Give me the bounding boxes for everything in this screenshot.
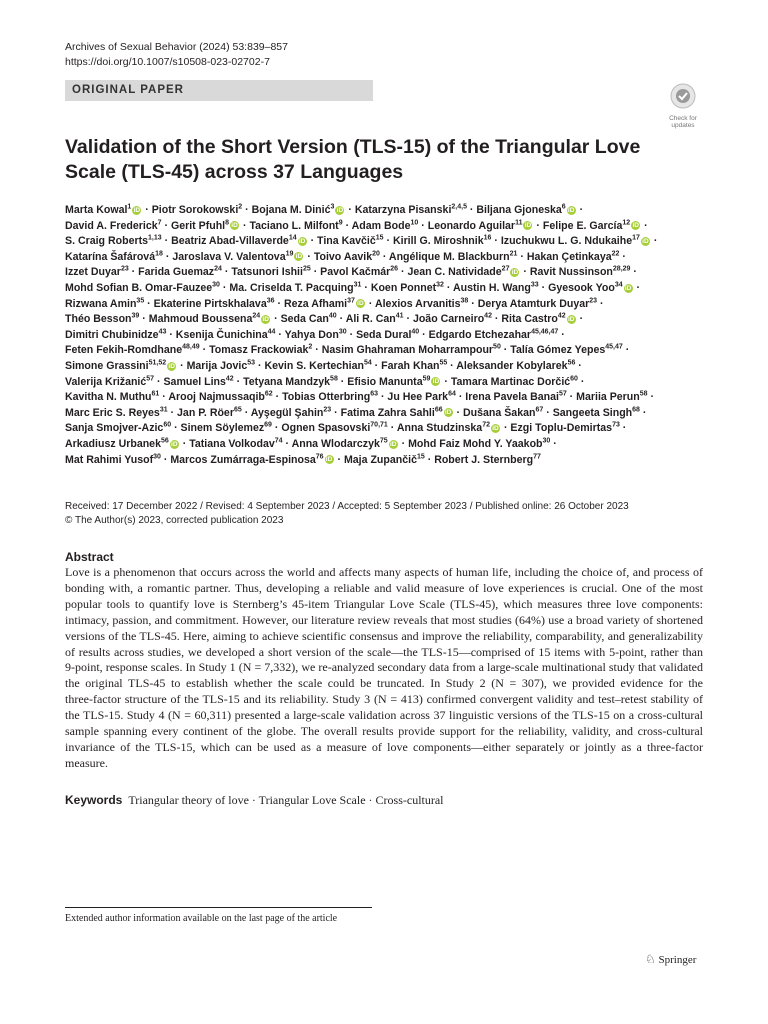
author-name[interactable]: Hakan Çetinkaya [526,250,612,263]
author-name[interactable]: Tina Kavčič [317,235,376,248]
author-name[interactable]: Ognen Spasovski [281,422,371,435]
author-affiliation: 24 [214,265,222,273]
author-line: Mat Rahimi Yusof$^{30}$ · Marcos Zumárraga‑Espinosa$^{76}$ iD · Maja Zupančič$^{15}$ · Robert J. Sternberg$^{77}$ [65,452,541,466]
author-name[interactable]: Edgardo Etchezahar [428,328,532,341]
author-name[interactable]: Katarína Šafárová [65,250,156,263]
author-affiliation: 60 [163,421,172,429]
author-affiliation: 63 [370,390,378,398]
author-affiliation: 9 [338,219,343,227]
author-affiliation: 23 [323,406,332,414]
author-affiliation: 17 [632,234,640,242]
author-name[interactable]: Reza Afhami [283,297,348,310]
author-affiliation: 40 [328,312,337,320]
author-line: Feten Fekih‑Romdhane$^{48,49}$ · Tomasz Frackowiak$^2$ · Nasim Ghahraman Moharrampour$^{50}$ · Talía Gómez Yepes$^{45,47}$ · [65,343,630,357]
author-line: Katarína Šafárová$^{18}$ · Jaroslava V. Valentova$^{19}$ iD · Toivo Aavik$^{20}$ · Angélique M. Blackburn$^{21}$ · Hakan Çetinkaya$^{22}$ · [65,250,626,263]
author-affiliation: 33 [530,281,539,289]
author-name[interactable]: Pavol Kačmár [320,266,391,279]
author-name[interactable]: Tatiana Volkodav [189,437,275,450]
author-affiliation: 24 [252,312,261,320]
author-affiliation: 74 [274,437,283,445]
author-affiliation: 54 [363,359,372,367]
orcid-icon[interactable]: iD [298,237,306,245]
author-name[interactable]: Katarzyna Pisanski [354,204,452,216]
footnote-divider [65,907,372,908]
author-affiliation: 32 [436,281,444,289]
author-affiliation: 42 [484,312,492,320]
author-name[interactable]: Izzet Duyar [65,266,121,279]
author-affiliation: 48,49 [182,343,200,351]
author-name[interactable]: Austin H. Wang [452,281,531,294]
orcid-icon[interactable]: iD [357,300,364,308]
author-name[interactable]: Anna Wlodarczyk [291,437,380,450]
author-affiliation: 6 [561,203,566,211]
author-affiliation: 68 [632,406,640,414]
author-name[interactable]: Valerija Križanić [65,375,147,388]
orcid-icon[interactable]: iD [171,440,178,448]
author-affiliation: 75 [379,437,388,445]
author-name[interactable]: Marta Kowal [65,204,128,216]
author-affiliation: 10 [410,219,419,227]
abstract-text: Love is a phenomenon that occurs across the world and affects many aspects of human life, including the choice of, and process of bonding with, a romantic partner. Thus, developing a reliable and valid measure of love experiences is crucial. One of the most popular tools to quantify love is Sternberg’s 45‑item Triangular Love Scale (TLS‑45), which measures three love components: intimacy, passion, and commitment. However, our literature review reveals that most studies (64%) use a broad variety of shortened versions of the TLS‑45. Here, aiming to achieve scientific consensus and improve the reliability, comparability, and generalizability of results across studies, we developed a short version of the scale—the TLS‑15—comprised of 15 items with 5‑point, rather than 9‑point, response scales. In Study 1 (N = 7,332), we re‑analyzed secondary data from a large‑scale multinational study that validated the original TLS‑45 to establish whether the scale could be truncated. In Study 2 (N = 307), we provided evidence for the three‑factor structure of the TLS‑15 and its reliability. Study 3 (N = 413) confirmed convergent validity and test–retest stability of the TLS‑15. Study 4 (N = 60,311) presented a large‑scale validation across 37 linguistic versions of the TLS‑15 on a cross‑cultural sample spanning every continent of the globe. The overall results provide support for the reliability, validity, and cross‑cultural invariance of the TLS‑15, which can be used as a measure of love components—either separately or jointly as a three‑factor measure. [65,565,703,770]
orcid-icon[interactable]: iD [389,440,397,448]
author-affiliation: 62 [264,390,273,398]
keywords-label: Keywords [65,793,123,807]
author-line: Rizwana Amin$^{35}$ · Ekaterine Pirtskhalava$^{36}$ · Reza Afhami$^{37}$ iD · Alexios Arvanitis$^{38}$ · Derya Atamturk Duyar$^{23}$ · [65,297,604,310]
author-name[interactable]: Jan P. Röer [177,406,234,419]
doi-link[interactable]: https://doi.org/10.1007/s10508-023-02702-7 [65,56,270,68]
journal-citation: Archives of Sexual Behavior (2024) 53:839–857 [65,41,288,53]
footnote: Extended author information available on the last page of the article [65,913,338,924]
author-affiliation: 2 [238,203,243,211]
author-name[interactable]: Rizwana Amin [65,297,137,310]
author-affiliation: 2 [308,343,313,351]
author-affiliation: 50 [493,343,501,351]
author-name[interactable]: Kirill G. Miroshnik [392,235,484,248]
author-name[interactable]: Talía Gómez Yepes [510,344,606,357]
author-name[interactable]: Tetyana Mandzyk [243,375,331,388]
author-affiliation: 1,13 [148,234,162,242]
author-affiliation: 76 [315,452,324,460]
author-name[interactable]: Marcos Zumárraga‑Espinosa [170,453,316,466]
author-affiliation: 72 [482,421,490,429]
author-affiliation: 23 [589,297,598,305]
author-affiliation: 60 [570,375,578,382]
orcid-icon[interactable]: iD [524,222,532,230]
author-line: Mohd Sofian B. Omar‑Fauzee$^{30}$ · Ma. Criselda T. Pacquing$^{31}$ · Koen Ponnet$^{32}$ · Austin H. Wang$^{33}$ · Gyesook Yoo$^{34}$ iD · [65,281,641,294]
author-name[interactable]: Farida Guemaz [138,266,215,279]
author-name[interactable]: Robert J. Sternberg [434,453,534,466]
author-name[interactable]: Seda Dural [356,328,412,341]
author-name[interactable]: Tomasz Frackowiak [209,344,309,357]
author-affiliation: 28,29 [612,265,631,273]
author-affiliation: 23 [120,265,129,273]
author-name[interactable]: Derya Atamturk Duyar [477,297,590,310]
author-name[interactable]: Ravit Nussinson [529,266,613,279]
author-name[interactable]: Kevin S. Kertechian [264,359,364,372]
author-affiliation: 2,4,5 [451,203,467,211]
author-name[interactable]: Angélique M. Blackburn [388,250,510,263]
author-affiliation: 30 [153,452,161,460]
author-name[interactable]: Tobias Otterbring [282,391,371,404]
author-line: Simone Grassini$^{51,52}$ iD · Marija Jovic$^{53}$ · Kevin S. Kertechian$^{54}$ · Farah Khan$^{55}$ · Aleksander Kobylarek$^{56}$ · [65,359,582,372]
author-affiliation: 37 [347,297,355,305]
author-affiliation: 20 [372,250,380,258]
author-name[interactable]: João Carneiro [412,313,485,326]
author-name[interactable]: Anna Studzinska [396,422,483,435]
author-name[interactable]: Ma. Criselda T. Pacquing [229,281,354,294]
orcid-icon[interactable]: iD [567,315,575,323]
orcid-icon[interactable]: iD [168,362,175,370]
journal-header [65,40,288,70]
author-name[interactable]: Mahmoud Boussena [148,313,253,326]
author-affiliation: 1 [127,203,132,211]
author-affiliation: 51,52 [148,359,167,367]
author-affiliation: 56 [567,359,576,367]
author-affiliation: 22 [611,250,620,258]
orcid-icon[interactable]: iD [325,456,333,464]
copyright-line: © The Author(s) 2023, corrected publication 2023 [65,515,284,526]
author-affiliation: 12 [622,219,631,227]
author-name[interactable]: Toivo Aavik [313,250,373,263]
author-line: Kavitha N. Muthu$^{61}$ · Arooj Najmussaqib$^{62}$ · Tobias Otterbring$^{63}$ · Ju Hee Park$^{64}$ · Irena Pavela Banai$^{57}$ · Mariia Perun$^{58}$ · [65,390,655,404]
orcid-icon[interactable]: iD [432,378,440,386]
orcid-icon[interactable]: iD [511,269,519,277]
orcid-icon[interactable]: iD [624,284,632,292]
author-name[interactable]: Ali R. Can [345,313,396,326]
author-name[interactable]: Ekaterine Pirtskhalava [153,297,267,310]
history-dates: Received: 17 December 2022 / Revised: 4 September 2023 / Accepted: 5 September 2023 / Published online: 26 October 2023 [65,501,629,512]
author-line: S. Craig Roberts$^{1,13}$ · Beatriz Abad‑Villaverde$^{14}$ iD · Tina Kavčič$^{15}$ · Kirill G. Miroshnik$^{16}$ · Izuchukwu L. G. Ndukaihe$^{17}$ iD · [65,234,658,248]
author-affiliation: 64 [448,390,456,398]
keywords [65,793,444,808]
author-line: Sanja Smojver‑Azic$^{60}$ · Sinem Söylemez$^{69}$ · Ognen Spasovski$^{70,71}$ · Anna Studzinska$^{72}$ iD · Ezgi Toplu‑Demirtas$^{73}$ · [65,421,627,435]
author-affiliation: 15 [375,234,384,242]
author-affiliation: 11 [515,219,523,227]
author-name[interactable]: Mohd Sofian B. Omar‑Fauzee [65,281,213,294]
author-affiliation: 55 [439,359,448,367]
author-name[interactable]: Kavitha N. Muthu [65,391,152,404]
author-affiliation: 38 [460,297,469,305]
author-name[interactable]: Ksenija Čunichina [175,328,268,341]
author-name[interactable]: Yahya Don [284,328,339,341]
author-affiliation: 58 [639,390,648,398]
author-name[interactable]: Sanja Smojver‑Azic [65,422,164,435]
author-line: Marc Eric S. Reyes$^{31}$ · Jan P. Röer$^{65}$ · Ayşegül Şahin$^{23}$ · Fatima Zahra Sahli$^{66}$ iD · Dušana Šakan$^{67}$ · Sangeeta Singh$^{68}$ · [65,406,647,419]
author-name[interactable]: Feten Fekih‑Romdhane [65,344,183,357]
author-name[interactable]: Simone Grassini [65,359,149,372]
author-affiliation: 40 [411,328,420,336]
crossmark-icon [664,82,702,110]
author-line: Arkadiusz Urbanek$^{56}$ iD · Tatiana Volkodav$^{74}$ · Anna Wlodarczyk$^{75}$ iD · Mohd Faiz Mohd Y. Yaakob$^{30}$ · [65,437,557,450]
author-name[interactable]: Bojana M. Dinić [251,204,331,216]
author-name[interactable]: Théo Besson [65,313,132,326]
author-name[interactable]: Izuchukwu L. G. Ndukaihe [500,235,633,248]
author-affiliation: 56 [160,437,169,445]
author-affiliation: 44 [267,328,276,336]
author-affiliation: 21 [509,250,518,258]
author-name[interactable]: Jean C. Natividade [407,266,502,279]
author-name[interactable]: Irena Pavela Banai [465,391,559,404]
publisher-logo [645,952,696,967]
crossmark-label-2: updates [671,122,695,129]
author-affiliation: 73 [612,421,620,429]
author-affiliation: 36 [266,297,275,305]
author-affiliation: 53 [247,359,256,367]
author-name[interactable]: Ju Hee Park [387,391,449,404]
author-affiliation: 34 [614,281,623,289]
author-name[interactable]: Arkadiusz Urbanek [65,437,161,450]
author-name[interactable]: Aleksander Kobylarek [456,359,568,372]
author-affiliation: 39 [131,312,140,320]
orcid-icon[interactable]: iD [336,206,344,214]
author-affiliation: 42 [557,312,566,320]
author-affiliation: 61 [151,390,160,398]
author-line: Valerija Križanić$^{57}$ · Samuel Lins$^{42}$ · Tetyana Mandzyk$^{58}$ · Efisio Manunta$^{59}$ iD · Tamara Martinac Dorčić$^{60}$ · [65,375,585,388]
author-name[interactable]: Mariia Perun [576,391,640,404]
author-affiliation: 35 [136,297,145,305]
author-name[interactable]: Piotr Sorokowski [151,204,239,216]
author-name[interactable]: Alexios Arvanitis [374,297,461,310]
author-affiliation: 69 [264,421,272,429]
author-affiliation: 8 [225,219,230,227]
orcid-icon[interactable]: iD [492,425,499,433]
author-name[interactable]: Adam Bode [351,219,411,232]
author-affiliation: 27 [501,265,510,273]
author-name[interactable]: Jaroslava V. Valentova [172,250,286,263]
check-for-updates-badge[interactable] [664,82,702,129]
author-name[interactable]: Rita Castro [501,313,558,326]
author-name[interactable]: Tatsunori Ishii [231,266,303,279]
orcid-icon[interactable]: iD [642,237,649,245]
author-affiliation: 30 [542,437,551,445]
author-name[interactable]: Farah Khan [381,359,440,372]
author-name[interactable]: Maja Zupančič [343,453,417,466]
author-affiliation: 41 [395,312,404,320]
author-name[interactable]: Gyesook Yoo [548,281,615,294]
author-affiliation: 16 [483,234,492,242]
author-affiliation: 57 [558,390,567,398]
author-name[interactable]: Beatriz Abad‑Villaverde [171,235,289,248]
author-affiliation: 30 [338,328,347,336]
orcid-icon[interactable]: iD [262,315,269,323]
author-affiliation: 66 [434,406,443,414]
author-name[interactable]: Tamara Martinac Dorčić [450,375,571,388]
author-name[interactable]: David A. Frederick [65,219,158,232]
author-affiliation: 45,46,47 [531,328,559,336]
author-name[interactable]: Koen Ponnet [370,281,437,294]
author-affiliation: 14 [288,234,297,242]
author-affiliation: 58 [330,375,338,382]
publisher-name: Springer [658,954,697,966]
author-name[interactable]: Mohd Faiz Mohd Y. Yaakob [408,437,543,450]
author-name[interactable]: Gerit Pfuhl [170,219,226,232]
author-name[interactable]: Dušana Šakan [463,406,536,419]
orcid-icon[interactable]: iD [295,253,303,261]
author-affiliation: 70,71 [370,421,388,429]
author-affiliation: 15 [416,452,425,460]
author-name[interactable]: Nasim Ghahraman Moharrampour [321,344,494,357]
author-name[interactable]: Ezgi Toplu‑Demirtas [510,422,613,435]
author-name[interactable]: Sinem Söylemez [180,422,265,435]
author-name[interactable]: Felipe E. García [542,219,623,232]
crossmark-label-1: Check for [669,115,697,122]
article-history [65,500,629,528]
author-affiliation: 31 [159,406,168,414]
author-name[interactable]: Leonardo Aguilar [427,219,516,232]
author-name[interactable]: Arooj Najmussaqib [168,391,265,404]
author-name[interactable]: Dimitri Chubinidze [65,328,159,341]
author-name[interactable]: Efisio Manunta [347,375,423,388]
author-affiliation: 25 [302,265,311,273]
author-affiliation: 18 [155,250,163,258]
author-name[interactable]: Marc Eric S. Reyes [65,406,160,419]
author-affiliation: 65 [233,406,242,414]
keywords-text: Triangular theory of love · Triangular Love Scale · Cross-cultural [128,793,444,807]
article-title: Validation of the Short Version (TLS‑15) of the Triangular Love Scale (TLS‑45) across 37 Languages [65,136,641,183]
author-affiliation: 42 [225,375,234,382]
author-list [65,203,715,468]
author-name[interactable]: S. Craig Roberts [65,235,149,248]
author-affiliation: 67 [535,406,544,414]
author-line: Dimitri Chubinidze$^{43}$ · Ksenija Čunichina$^{44}$ · Yahya Don$^{30}$ · Seda Dural$^{40}$ · Edgardo Etchezahar$^{45,46,47}$ · [65,328,565,341]
orcid-icon[interactable]: iD [133,206,141,214]
author-affiliation: 45,47 [605,343,623,351]
article-type-banner: ORIGINAL PAPER [65,80,373,101]
orcid-icon[interactable]: iD [632,222,639,230]
springer-horse-icon: ♘ [645,952,656,966]
author-line: Marta Kowal$^1$ iD · Piotr Sorokowski$^2$ · Bojana M. Dinić$^3$ iD · Katarzyna Pisanski$^{2,4,5}$ · Biljana Gjoneska$^6$ iD · [65,203,584,216]
orcid-icon[interactable]: iD [567,206,575,214]
author-name[interactable]: Ayşegül Şahin [250,406,324,419]
author-name[interactable]: Fatima Zahra Sahli [340,406,435,419]
author-affiliation: 19 [285,250,294,258]
author-line: Théo Besson$^{39}$ · Mahmoud Boussena$^{24}$ iD · Seda Can$^{40}$ · Ali R. Can$^{41}$ · João Carneiro$^{42}$ · Rita Castro$^{42}$ iD · [65,312,584,326]
author-name[interactable]: Samuel Lins [163,375,226,388]
author-name[interactable]: Sangeeta Singh [552,406,633,419]
author-affiliation: 26 [390,265,399,273]
author-affiliation: 77 [533,452,541,460]
author-affiliation: 7 [157,219,162,227]
orcid-icon[interactable]: iD [444,409,452,417]
abstract-heading: Abstract [65,550,114,564]
author-name[interactable]: Mat Rahimi Yusof [65,453,154,466]
author-affiliation: 30 [212,281,220,289]
author-affiliation: 3 [330,203,335,211]
author-line: David A. Frederick$^7$ · Gerit Pfuhl$^8$ iD · Taciano L. Milfont$^9$ · Adam Bode$^{10}$ · Leonardo Aguilar$^{11}$ iD · Felipe E. García$^{12}$ iD · [65,219,648,232]
author-affiliation: 59 [422,375,431,382]
author-affiliation: 57 [146,375,155,382]
author-name[interactable]: Biljana Gjoneska [476,204,562,216]
author-affiliation: 31 [353,281,362,289]
author-name[interactable]: Seda Can [280,313,329,326]
author-name[interactable]: Marija Jovic [186,359,248,372]
author-name[interactable]: Taciano L. Milfont [249,219,339,232]
orcid-icon[interactable]: iD [231,222,238,230]
author-affiliation: 43 [158,328,167,336]
author-line: Izzet Duyar$^{23}$ · Farida Guemaz$^{24}$ · Tatsunori Ishii$^{25}$ · Pavol Kačmár$^{26}$ · Jean C. Natividade$^{27}$ iD · Ravit Nussinson$^{28,29}$ · [65,265,637,279]
